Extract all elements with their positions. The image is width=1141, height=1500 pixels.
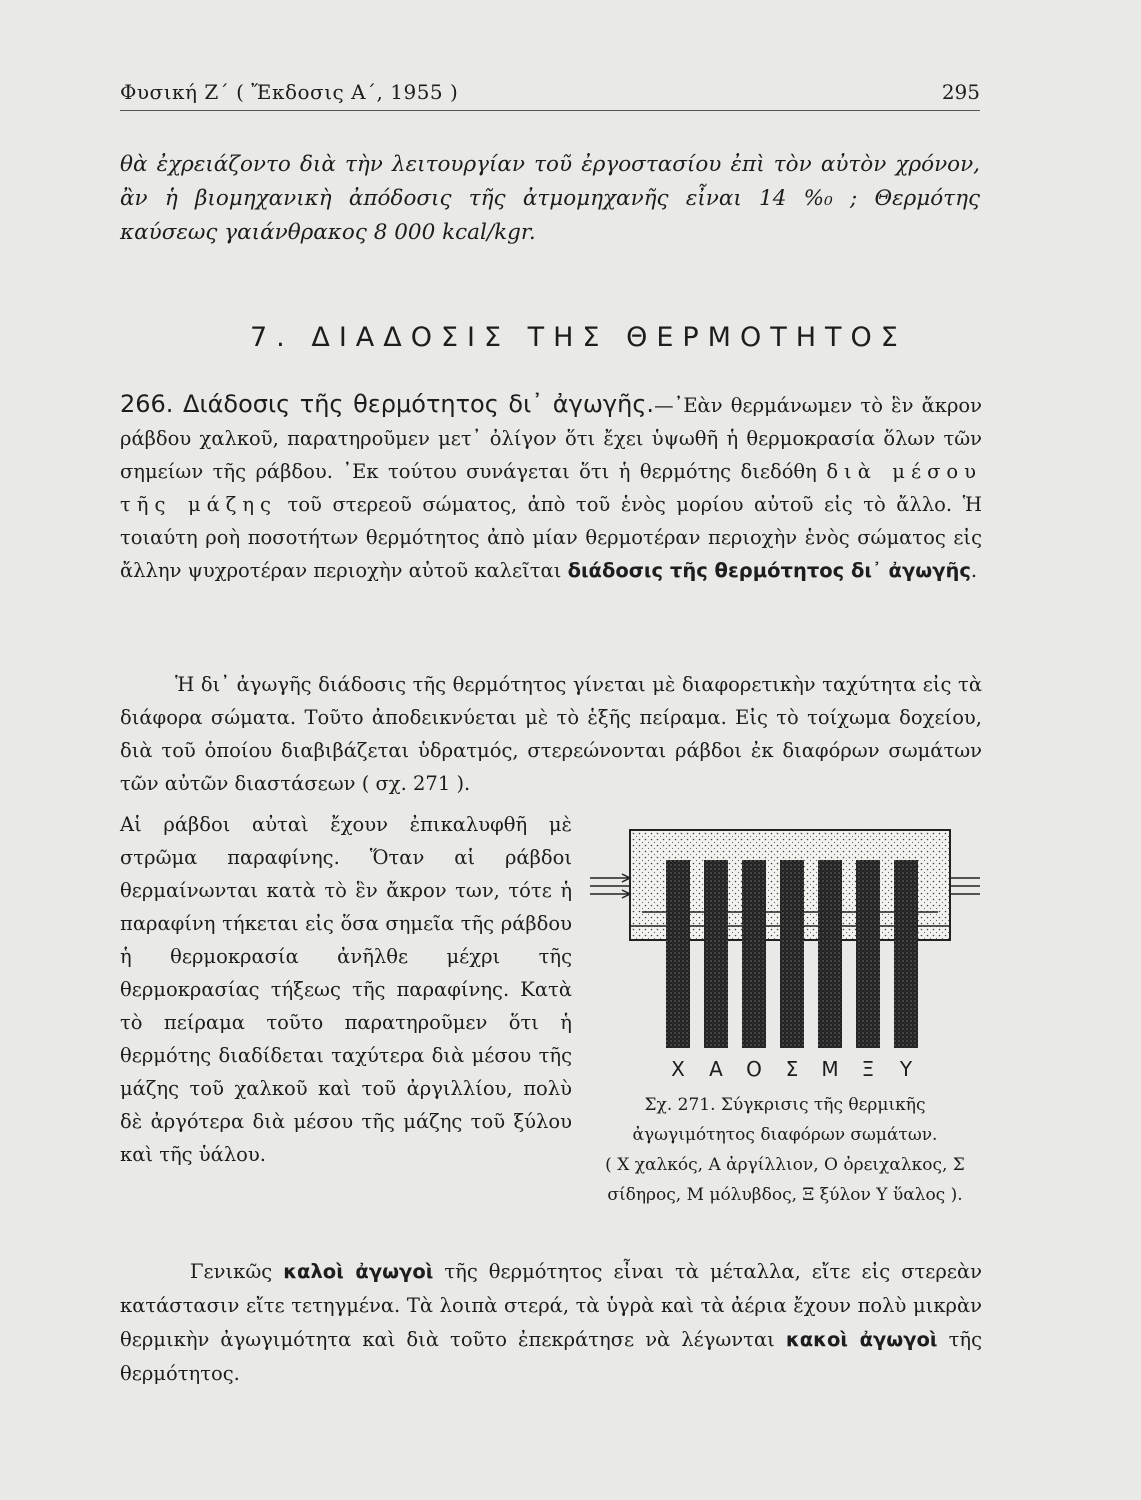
running-header: [120, 80, 980, 108]
section-term: διάδοσις τῆς θερμότητος δι᾽ ἀγωγῆς: [567, 559, 971, 582]
steam-inlet-pipes: [590, 874, 630, 898]
wax-paragraph: Αἱ ράβδοι αὐταὶ ἔχουν ἐπικαλυφθῆ μὲ στρῶμα παραφίνης. Ὅταν αἱ ράβδοι θερμαίνωνται κατὰ τὸ ἓν ἄκρον των, τότε ἡ παραφίνη τήκεται εἰς ὅσα σημεῖα τῆς ράβδου ἡ θερμοκρασία ἀνῆλθε μέχρι τῆς θερμοκρασίας τήξεως τῆς παραφίνης. Κατὰ τὸ πείραμα τοῦτο παρατηροῦμεν ὅτι ἡ θερμότης διαδίδεται ταχύτερα διὰ μέσου τῆς μάζης τοῦ χαλκοῦ καὶ τοῦ ἀργιλλίου, πολὺ δὲ ἀργότερα διὰ μέσου τῆς μάζης τοῦ ξύλου καὶ τῆς ὑάλου.: [120, 813, 572, 1166]
rod-label: Α: [709, 1057, 723, 1081]
speed-paragraph: Ἡ δι᾽ ἀγωγῆς διάδοσις τῆς θερμότητος γίνεται μὲ διαφορετικὴν ταχύτητα εἰς τὰ διάφορα σώματα. Τοῦτο ἀποδεικνύεται μὲ τὸ ἑξῆς πείραμα. Εἰς τὸ τοίχωμα δοχείου, διὰ τοῦ ὁποίου διαβιβάζεται ὑδρατμός, στερεώνονται ράβδοι ἐκ διαφόρων σωμάτων τῶν αὐτῶν διαστάσεων ( σχ. 271 ).: [120, 673, 982, 795]
figure-271: [590, 820, 980, 1290]
conclusion-text-a: Γενικῶς: [190, 1260, 273, 1283]
rod-lead: [818, 860, 842, 1048]
term-bad-conductors: κακοὶ ἀγωγοὶ: [785, 1328, 938, 1351]
rod-copper: [666, 860, 690, 1048]
rod-label: Ο: [746, 1057, 762, 1081]
rod-label: Ξ: [861, 1057, 875, 1081]
rod-wood: [856, 860, 880, 1048]
rod-aluminium: [704, 860, 728, 1048]
conduction-apparatus-diagram: [590, 820, 980, 1060]
caption-line-1: Σχ. 271. Σύγκρισις τῆς θερμικῆς ἀγωγιμότητος διαφόρων σωμάτων.: [632, 1095, 938, 1145]
term-good-conductors: καλοὶ ἀγωγοὶ: [283, 1260, 434, 1283]
rod-label: Χ: [671, 1057, 685, 1081]
section-text-b: τοῦ στερεοῦ σώματος, ἀπὸ τοῦ ἑνὸς μορίου αὐτοῦ εἰς τὸ ἄλλο. Ἡ τοιαύτη ροὴ ποσοτήτων θερμότητος ἀπὸ μίαν θερμοτέραν περιοχὴν ἑνὸς σώματος εἰς ἄλλην ψυχροτέραν περιοχὴν αὐτοῦ καλεῖται: [120, 493, 983, 582]
section-text-a: —᾽Εὰν θερμάνωμεν τὸ ἓν ἄκρον ράβδου χαλκοῦ, παρατηροῦμεν μετ᾽ ὀλίγον ὅτι ἔχει ὑψωθῆ ἡ θερμοκρασία ὅλων τῶν σημείων τῆς ράβδου. ᾽Εκ τούτου συνάγεται ὅτι ἡ θερμότης διεδόθη: [120, 394, 983, 483]
chapter-heading: 7. ΔΙΑΔΟΣΙΣ ΤΗΣ ΘΕΡΜΟΤΗΤΟΣ: [250, 322, 907, 353]
figure-caption: [590, 1090, 980, 1210]
caption-line-2: ( Χ χαλκός, Α ἀργίλλιον, Ο ὀρειχαλκος, Σ σίδηρος, Μ μόλυβδος, Ξ ξύλον Υ ὕαλος ).: [605, 1155, 965, 1205]
page-number: 295: [941, 80, 980, 104]
rod-brass: [742, 860, 766, 1048]
rod-glass: [894, 860, 918, 1048]
intro-paragraph: θὰ ἐχρειάζοντο διὰ τὴν λειτουργίαν τοῦ ἐργοστασίου ἐπὶ τὸν αὐτὸν χρόνον, ἂν ἡ βιομηχανικὴ ἀπόδοσις τῆς ἀτμομηχανῆς εἶναι 14 %₀ ; Θερμότης καύσεως γαιάνθρακος 8 000 kcal/kgr.: [120, 152, 980, 245]
conclusion-text-b: τῆς θερμότητος εἶναι τὰ μέταλλα, εἴτε εἰς στερεὰν κατάστασιν εἴτε τετηγμένα. Τὰ λοιπὰ στερά, τὰ ὑγρὰ καὶ τὰ ἀέρια ἔχουν πολὺ μικρὰν θερμικὴν ἀγωγιμότητα καὶ διὰ τοῦτο ἐπεκράτησε νὰ λέγωνται: [120, 1260, 982, 1351]
steam-outlet-pipes: [950, 878, 980, 894]
rod-iron: [780, 860, 804, 1048]
header-title: Φυσική Ζ΄ ( Ἔκδοσις Α΄, 1955 ): [120, 80, 459, 104]
section-end: .: [970, 559, 978, 582]
conclusion-text-c: τῆς θερμότητος.: [120, 1328, 982, 1385]
rod-labels: [660, 1057, 920, 1085]
section-paragraph: [120, 388, 982, 587]
header-rule: [120, 110, 980, 111]
section-spaced-phrase: διὰ μέσου τῆς μάζης: [120, 460, 982, 516]
conclusion-paragraph: [120, 1255, 982, 1391]
section-title: 266. Διάδοσις τῆς θερμότητος δι᾽ ἀγωγῆς.: [120, 390, 655, 418]
rod-label: Μ: [821, 1057, 839, 1081]
rod-label: Σ: [785, 1057, 799, 1081]
rod-label: Υ: [899, 1057, 913, 1081]
